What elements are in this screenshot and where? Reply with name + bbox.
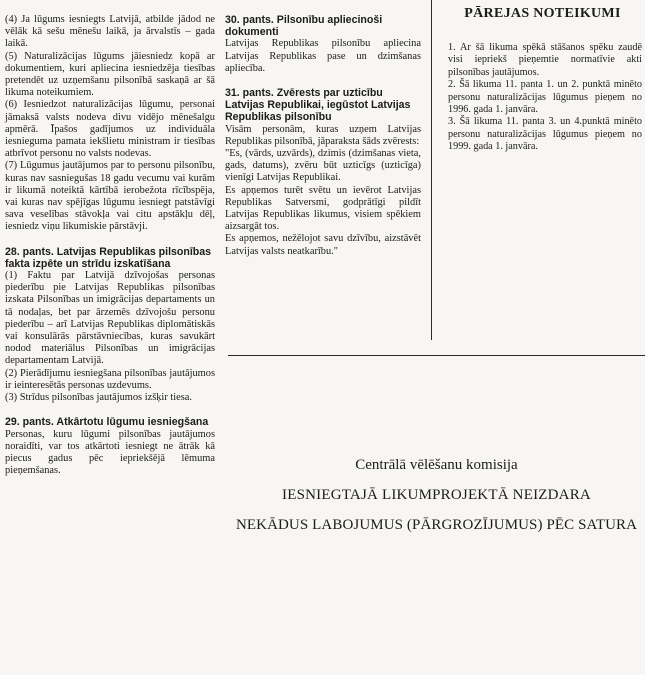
oath-line-1: "Es, (vārds, uzvārds), dzimis (dzimšanas vieta, gads, datums), zvēru būt uzticīgs (uzticīga) vienīgi Latvijas Republikai. bbox=[225, 148, 421, 184]
vertical-divider bbox=[431, 0, 432, 340]
oath-line-3: Es apņemos, nežēlojot savu dzīvību, aizstāvēt Latvijas valsts neatkarību." bbox=[225, 233, 421, 257]
cvk-stamp-line-2: IESNIEGTAJĀ LIKUMPROJEKTĀ NEIZDARA bbox=[282, 487, 591, 503]
paragraph-28-2: (2) Pierādījumu iesniegšana pilsonības jautājumos ir ieinteresētās personas uzdevums. bbox=[5, 367, 215, 391]
paragraph-31-intro: Visām personām, kuras uzņem Latvijas Republikas pilsonībā, jāparaksta šāds zvērests: bbox=[225, 123, 421, 147]
oath-line-2: Es apņemos turēt svētu un ievērot Latvijas Republikas Satversmi, godprātīgi pildīt Latvijas Republikas likumus, visiem spēkiem aizsargāt tos. bbox=[225, 184, 421, 233]
transitional-item-2: 2. Šā likuma 11. panta 1. un 2. punktā minēto personu naturalizācijas lūgumus pieņem no 1996. gada 1. janvāra. bbox=[448, 79, 642, 116]
column-middle bbox=[225, 14, 421, 258]
paragraph-27-7: (7) Lūgumus jautājumos par to personu pilsonību, kuras nav sasniegušas 18 gadu vecumu vai kurām ir likumā noteiktā kārtībā ierobežota rīcībspēja, vai kuras nav spējīgas lūgumu iesniegt patstāvīgi sava veselības stāvokļa vai citu apstākļu dēļ, iesniedz viņu likumiskie pārstāvji. bbox=[5, 160, 215, 233]
paragraph-27-6: (6) Iesniedzot naturalizācijas lūgumu, personai jāmaksā valsts nodeva divu vidējo mēnešalgu apmērā. Īpašos gadījumos uz individuāla iesnieguma pamata iekšlietu ministram ir tiesības atbrīvot personu no valsts nodevas. bbox=[5, 99, 215, 160]
paragraph-28-1: (1) Faktu par Latvijā dzīvojošas personas piederību pie Latvijas Republikas pilsonības izskata Pilsonības un imigrācijas departaments un tā nodaļas, bet par ārzemēs dzīvojošu personu piederību – arī Latvijas Republikas diplomātiskās vai konsulārās pārstāvniecības, kuras savukārt nodod materiālus Pilsonības un imigrācijas departamentam Latvijā. bbox=[5, 270, 215, 367]
horizontal-divider bbox=[228, 355, 645, 356]
column-right bbox=[448, 42, 642, 154]
paragraph-27-4: (4) Ja lūgums iesniegts Latvijā, atbilde jādod ne vēlāk kā sešu mēnešu laikā, ja ārvalstīs – gada laikā. bbox=[5, 14, 215, 50]
transitional-item-3: 3. Šā likuma 11. panta 3. un 4.punktā minēto personu naturalizācijas lūgumus pieņem no 1999. gada 1. janvāra. bbox=[448, 116, 642, 153]
article-31-heading: 31. pants. Zvērests par uzticību Latvijas Republikai, iegūstot Latvijas Republikas pilsonību bbox=[225, 87, 411, 124]
article-28-heading: 28. pants. Latvijas Republikas pilsonības fakta izpēte un strīdu izskatīšana bbox=[5, 245, 212, 270]
cvk-stamp-line-1: Centrālā vēlēšanu komisija bbox=[355, 457, 518, 473]
column-left bbox=[5, 14, 215, 477]
paragraph-28-3: (3) Strīdus pilsonības jautājumos izšķir tiesa. bbox=[5, 392, 193, 404]
paragraph-27-5: (5) Naturalizācijas lūgums jāiesniedz kopā ar dokumentiem, kuri apliecina iesniedzēja tiesības pretendēt uz uzņemšanu pilsonībā saskaņā ar šā likuma noteikumiem. bbox=[5, 50, 215, 99]
article-30-heading: 30. pants. Pilsonību apliecinoši dokumenti bbox=[225, 14, 383, 39]
transitional-provisions-heading: PĀREJAS NOTEIKUMI bbox=[464, 6, 621, 21]
article-29-heading: 29. pants. Atkārtotu lūgumu iesniegšana bbox=[5, 416, 209, 429]
paragraph-30: Latvijas Republikas pilsonību apliecina Latvijas Republikas pase un dzimšanas apliecība. bbox=[225, 38, 421, 74]
transitional-item-1: 1. Ar šā likuma spēkā stāšanos spēku zaudē visi iepriekš pieņemtie normatīvie akti pilsonības jautājumos. bbox=[448, 42, 642, 78]
paragraph-29: Personas, kuru lūgumi pilsonības jautājumos noraidīti, var tos atkārtoti iesniegt ne ātrāk kā piecus gadus pēc iepriekšējā lēmuma pieņemšanas. bbox=[5, 428, 215, 477]
cvk-stamp-line-3: NEKĀDUS LABOJUMUS (PĀRGROZĪJUMUS) PĒC SATURA bbox=[235, 517, 638, 533]
